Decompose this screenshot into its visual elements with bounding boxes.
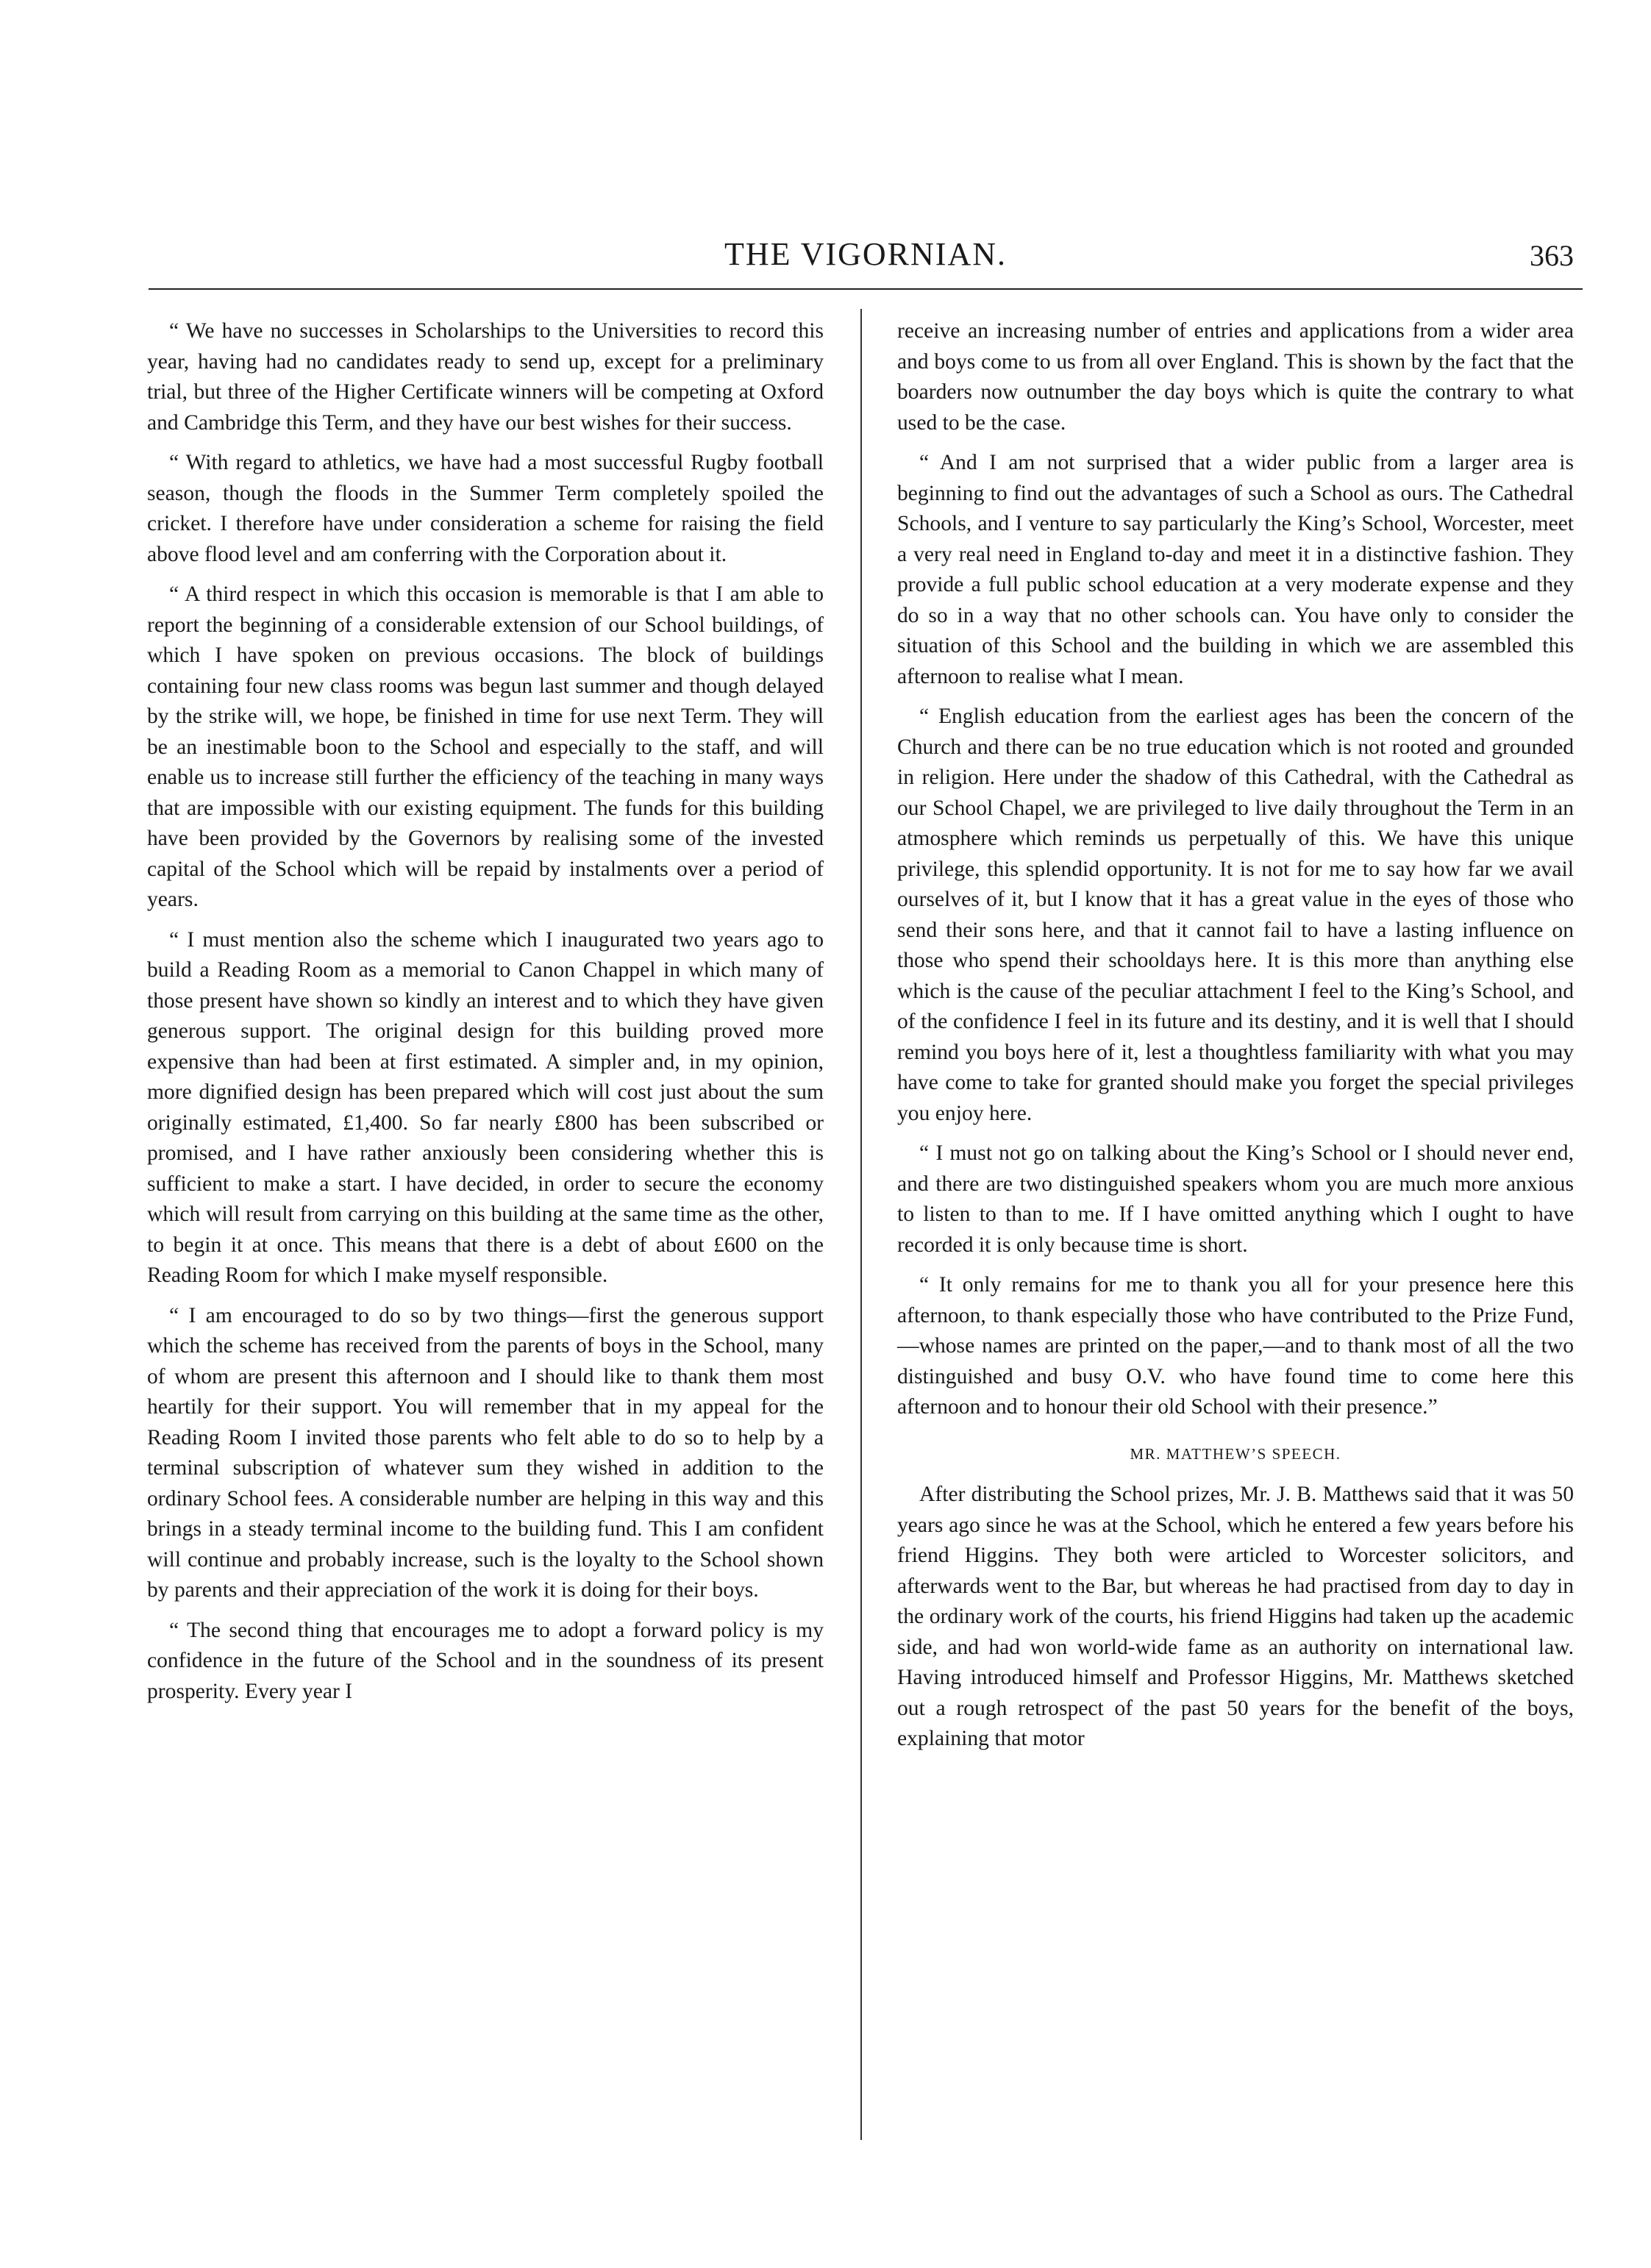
- left-column: [147, 316, 824, 1716]
- page-number: 363: [1530, 239, 1574, 272]
- column-divider: [860, 309, 862, 2140]
- paragraph: “ English education from the earliest ages has been the concern of the Church and there can be no true education which is not rooted and grounded in religion. Here under the shadow of this Cathedral, with the Cathedral as our School Chapel, we are privileged to live daily throughout the Term in an atmosphere which reminds us perpetually of this. We have this unique privilege, this splendid opportunity. It is not for me to say how far we avail ourselves of it, but I know that it has a great value in the eyes of those who send their sons here, and that it cannot fail to have a lasting influence on those who spend their schooldays here. It is this more than anything else which is the cause of the peculiar attachment I feel to the King’s School, and of the confidence I feel in its future and its destiny, and it is well that I should remind you boys here of it, lest a thoughtless familiarity with what you may have come to take for granted should make you forget the special privileges you enjoy here.: [897, 705, 1574, 1125]
- paragraph: “ A third respect in which this occasion is memorable is that I am able to report the beginning of a considerable extension of our School buildings, of which I have spoken on previous occasions. The block of buildings containing four new class rooms was begun last summer and though delayed by the strike will, we hope, be finished in time for use next Term. They will be an inestimable boon to the School and especially to the staff, and will enable us to increase still further the efficiency of the teaching in many ways that are impossible with our existing equipment. The funds for this building have been provided by the Governors by realising some of the invested capital of the School which will be repaid by instalments over a period of years.: [147, 582, 824, 911]
- header-rule: [149, 288, 1583, 290]
- paragraph: “ I am encouraged to do so by two things—first the generous support which the scheme has received from the parents of boys in the School, many of whom are present this afternoon and I should like to thank them most heartily for their support. You will remember that in my appeal for the Reading Room I invited those parents who felt able to do so to help by a terminal subscription of whatever sum they wished in addition to the ordinary School fees. A considerable number are helping in this way and this brings in a steady terminal income to the building fund. This I am confident will continue and probably increase, such is the loyalty to the School shown by parents and their appreciation of the work it is doing for their boys.: [147, 1303, 824, 1602]
- paragraph: “ With regard to athletics, we have had a most successful Rugby football season, though the floods in the Summer Term completely spoiled the cricket. I therefore have under consideration a scheme for raising the field above flood level and am conferring with the Corporation about it.: [147, 451, 824, 566]
- paragraph: “ I must not go on talking about the King’s School or I should never end, and there are two distinguished speakers whom you are much more anxious to listen to than to me. If I have omitted anything which I ought to have recorded it is only because time is short.: [897, 1141, 1574, 1257]
- paragraph: “ It only remains for me to thank you all for your presence here this afternoon, to thank especially those who have contributed to the Prize Fund,—whose names are printed on the paper,—and to thank most of all the two distinguished and busy O.V. who have found time to come here this afternoon and to honour their old School with their presence.”: [897, 1273, 1574, 1419]
- section-heading: MR. MATTHEW’S SPEECH.: [1130, 1444, 1341, 1463]
- paragraph: “ I must mention also the scheme which I inaugurated two years ago to build a Reading Room as a memorial to Canon Chappel in which many of those present have shown so kindly an interest and to which they have given generous support. The original design for this building proved more expensive than had been at first estimated. A simpler and, in my opinion, more dignified design has been prepared which will cost just about the sum originally estimated, £1,400. So far nearly £800 has been subscribed or promised, and I have rather anxiously been considering whether this is sufficient to make a start. I have decided, in order to secure the economy which will result from carrying on this building at the same time as the other, to begin it at once. This means that there is a debt of about £600 on the Reading Room for which I make myself responsible.: [147, 927, 824, 1287]
- paragraph: After distributing the School prizes, Mr. J. B. Matthews said that it was 50 years ago since he was at the School, which he entered a few years before his friend Higgins. They both were articled to Worcester solicitors, and afterwards went to the Bar, but whereas he had practised from day to day in the ordinary work of the courts, his friend Higgins had taken up the academic side, and had won world-wide fame as an authority on international law. Having introduced himself and Professor Higgins, Mr. Matthews sketched out a rough retrospect of the past 50 years for the benefit of the boys, explaining that motor: [897, 1483, 1574, 1750]
- paragraph: “ The second thing that encourages me to adopt a forward policy is my confidence in the future of the School and in the soundness of its present prosperity. Every year I: [147, 1618, 824, 1703]
- paragraph: “ We have no successes in Scholarships to the Universities to record this year, having had no candidates ready to send up, except for a preliminary trial, but three of the Higher Certificate winners will be competing at Oxford and Cambridge this Term, and they have our best wishes for their success.: [147, 319, 824, 435]
- paragraph: “ And I am not surprised that a wider public from a larger area is beginning to find out the advantages of such a School as ours. The Cathedral Schools, and I venture to say particularly the King’s School, Worcester, meet a very real need in England to-day and meet it in a distinctive fashion. They provide a full public school education at a very moderate expense and they do so in a way that no other schools can. You have only to consider the situation of this School and the building in which we are assembled this afternoon to realise what I mean.: [897, 451, 1574, 688]
- right-column: [897, 316, 1574, 1764]
- continued-paragraph: receive an increasing number of entries and applications from a wider area and boys come to us from all over England. This is shown by the fact that the boarders now outnumber the day boys which is quite the contrary to what used to be the case.: [897, 319, 1574, 435]
- running-head: [149, 235, 1583, 287]
- publication-title: THE VIGORNIAN.: [724, 236, 1008, 272]
